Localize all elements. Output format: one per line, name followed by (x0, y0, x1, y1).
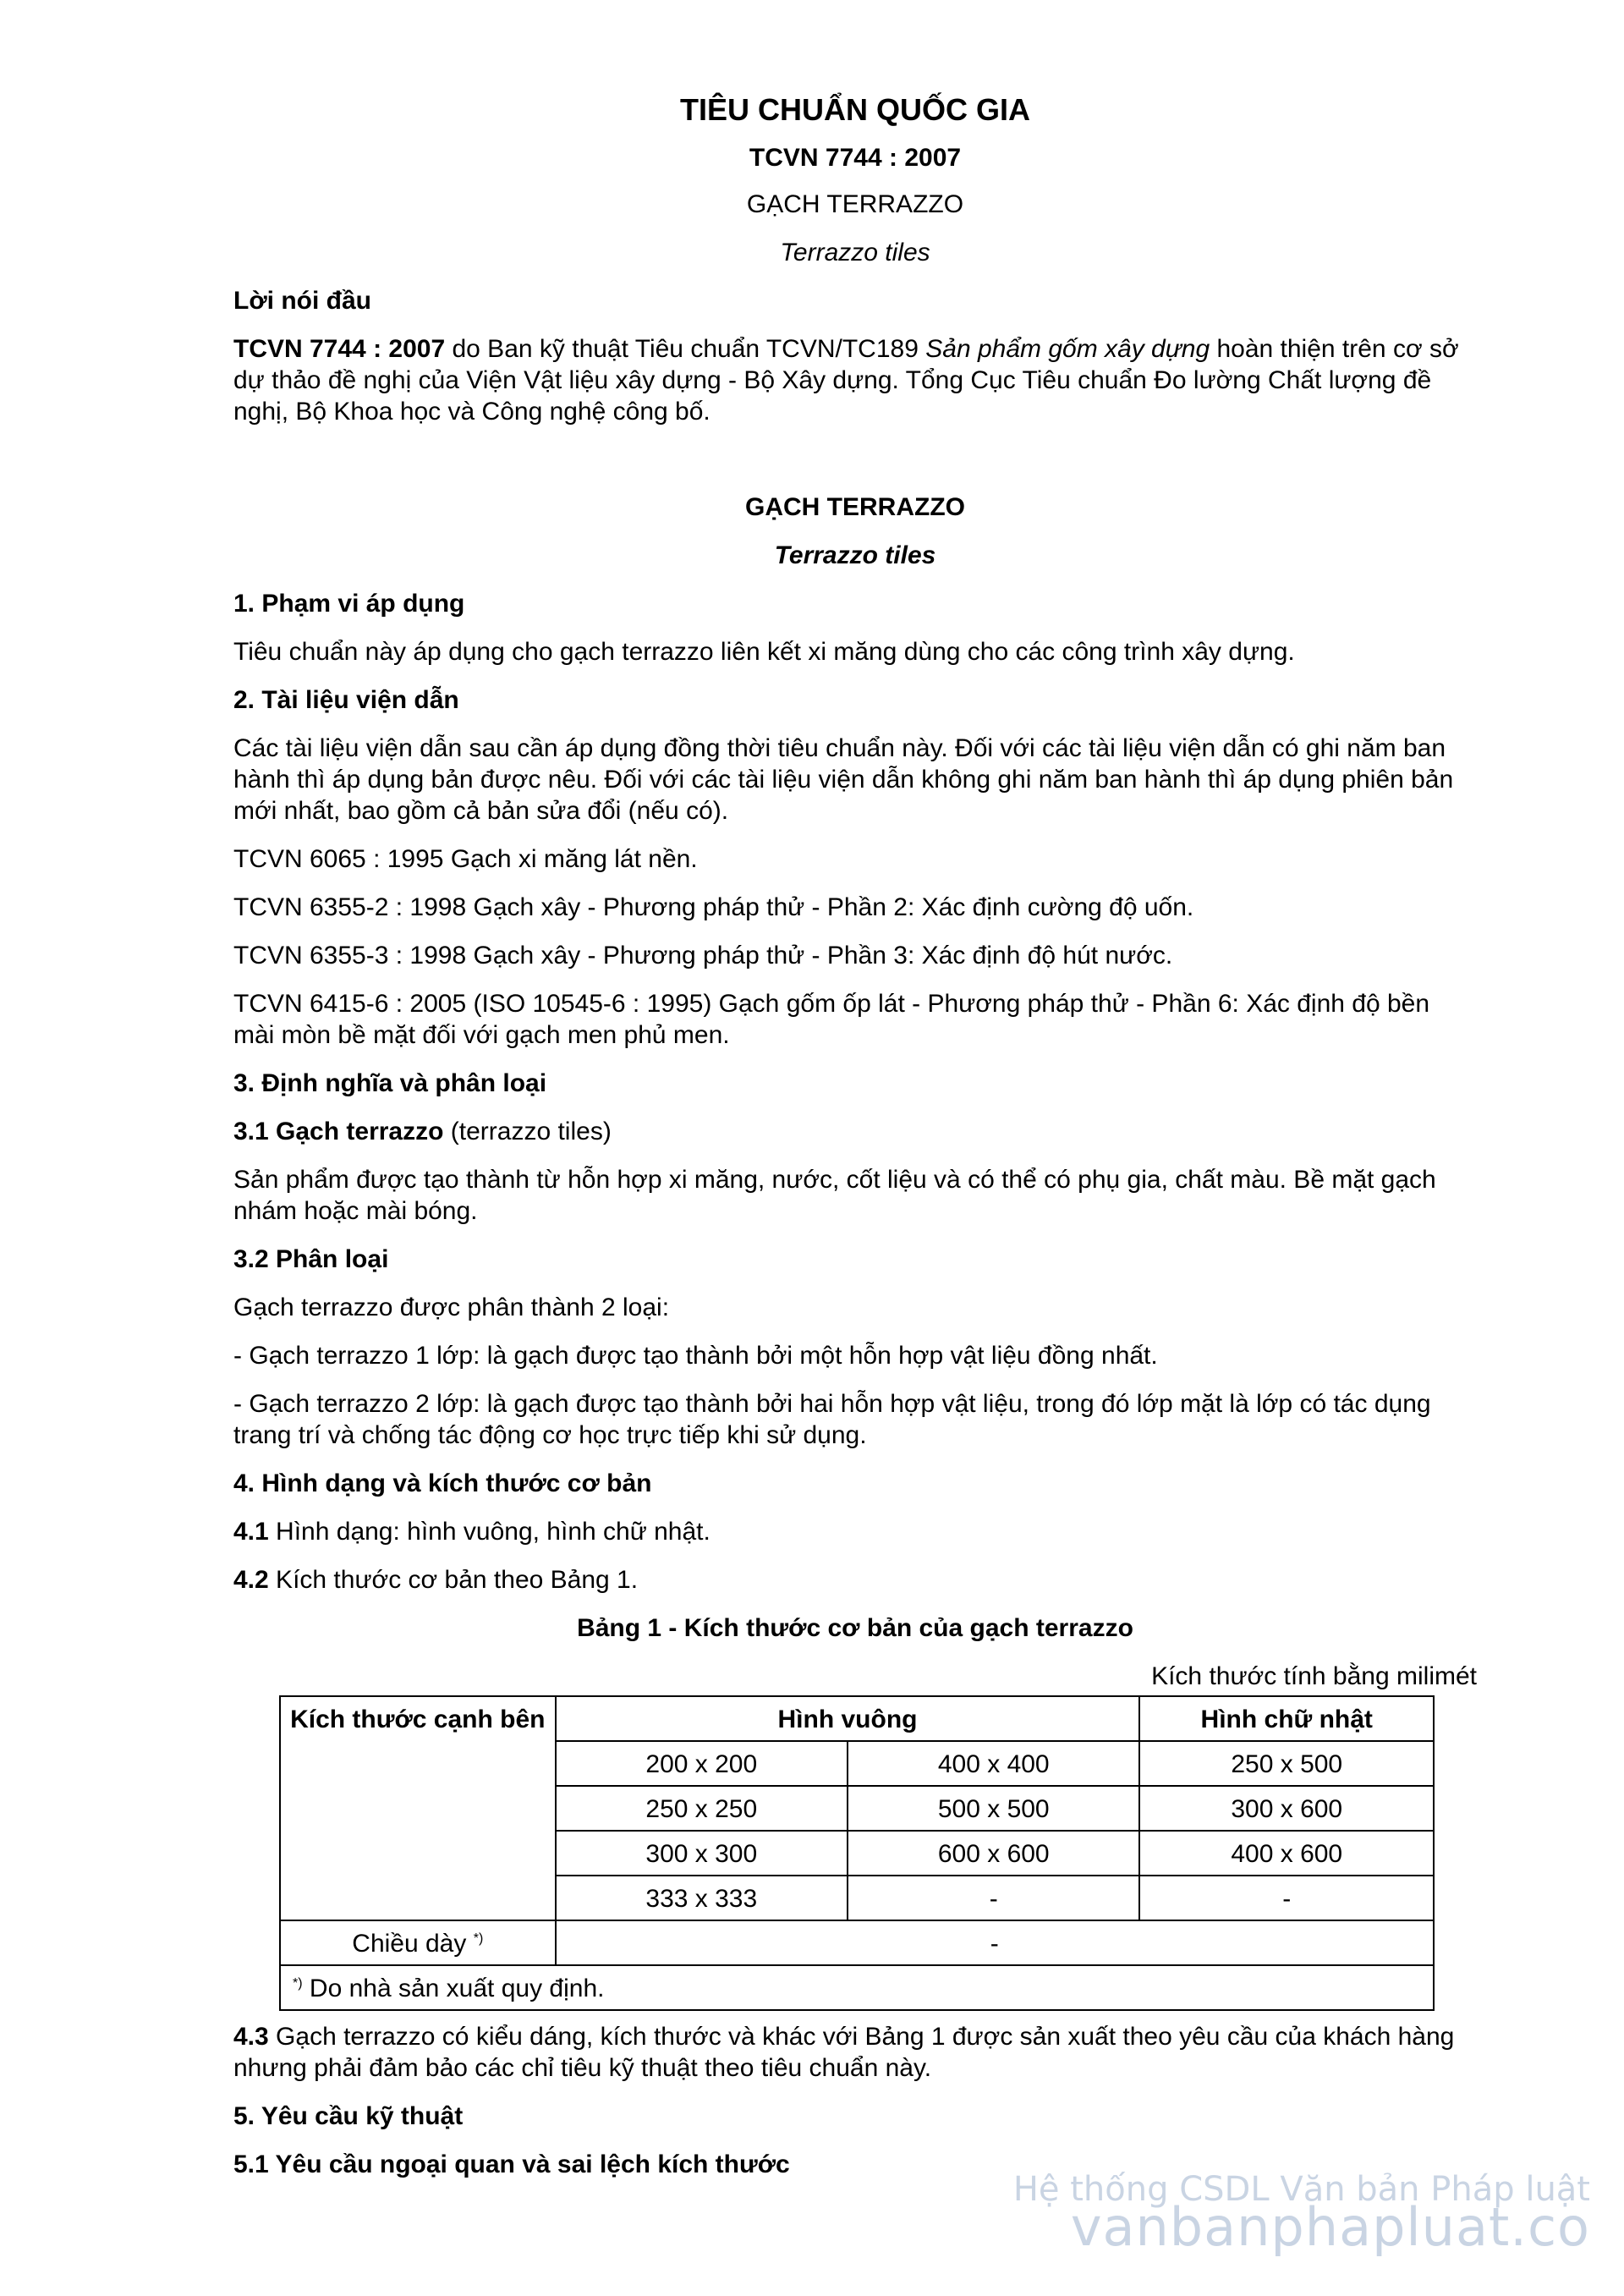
thickness-row (280, 1920, 1434, 1965)
table-cell: 300 x 300 (556, 1831, 848, 1876)
reference-item: TCVN 6065 : 1995 Gạch xi măng lát nền. (233, 845, 698, 873)
section-4-1-number: 4.1 (233, 1518, 269, 1546)
section-4-heading: 4. Hình dạng và kích thước cơ bản (233, 1469, 652, 1497)
table-header-row (280, 1696, 1434, 1741)
reference-item: TCVN 6355-3 : 1998 Gạch xây - Phương pháp thử - Phần 3: Xác định độ hút nước. (233, 942, 1173, 969)
reference-item: TCVN 6355-2 : 1998 Gạch xây - Phương pháp thử - Phần 2: Xác định cường độ uốn. (233, 893, 1194, 921)
column-header-side: Kích thước cạnh bên (280, 1696, 556, 1920)
thickness-value: - (556, 1920, 1434, 1965)
foreword-committee: Sản phẩm gốm xây dựng (925, 335, 1210, 363)
thickness-label-cell (280, 1920, 556, 1965)
section-4-2-text: Kích thước cơ bản theo Bảng 1. (268, 1566, 639, 1594)
section-3-1-heading (233, 1116, 1477, 1147)
table-cell: - (848, 1876, 1139, 1920)
section-4-1 (233, 1516, 1477, 1547)
section-5-heading: 5. Yêu cầu kỹ thuật (233, 2102, 464, 2130)
table-note (280, 1965, 1434, 2010)
section-3-1-text: Sản phẩm được tạo thành từ hỗn hợp xi măng, nước, cốt liệu và có thể có phụ gia, chất màu. Bề mặt gạch nhám hoặc mài bóng. (233, 1166, 1436, 1225)
dimensions-table (279, 1695, 1435, 2011)
table-cell: 500 x 500 (848, 1786, 1139, 1831)
section-4-1-text: Hình dạng: hình vuông, hình chữ nhật. (268, 1518, 710, 1546)
table-cell: - (1139, 1876, 1434, 1920)
table-cell: 400 x 400 (848, 1741, 1139, 1786)
section-spacer (233, 444, 1477, 492)
table-cell: 250 x 250 (556, 1786, 848, 1831)
column-header-square: Hình vuông (556, 1696, 1140, 1741)
classification-item: - Gạch terrazzo 2 lớp: là gạch được tạo thành bởi hai hỗn hợp vật liệu, trong đó lớp mặt là lớp có tác dụng trang trí và chống tác động cơ học trực tiếp khi sử dụng. (233, 1390, 1431, 1449)
table-cell: 300 x 600 (1139, 1786, 1434, 1831)
table-cell: 600 x 600 (848, 1831, 1139, 1876)
foreword-text-2: hoàn thiện trên cơ sở dự thảo đề nghị của Viện Vật liệu xây dựng - Bộ Xây dựng. Tổng Cục Tiêu chuẩn Đo lường Chất lượng đề nghị, Bộ Khoa học và Công nghệ công bố. (233, 335, 1459, 426)
note-row (280, 1965, 1434, 2010)
section-3-2-intro: Gạch terrazzo được phân thành 2 loại: (233, 1294, 670, 1321)
section-4-2 (233, 1564, 1477, 1596)
table-cell: 250 x 500 (1139, 1741, 1434, 1786)
watermark-caption: Hệ thống CSDL Văn bản Pháp luật (1012, 2170, 1590, 2209)
watermark-site: vanbanphapluat.co (1070, 2196, 1590, 2258)
section-4-3 (233, 2021, 1477, 2084)
column-header-rect: Hình chữ nhật (1139, 1696, 1434, 1741)
foreword-heading: Lời nói đầu (233, 287, 371, 315)
footnote-mark: *) (473, 1931, 484, 1946)
table-cell: 400 x 600 (1139, 1831, 1434, 1876)
foreword-code: TCVN 7744 : 2007 (233, 335, 446, 363)
section-3-1-label: 3.1 Gạch terrazzo (233, 1118, 444, 1145)
standard-name-en: Terrazzo tiles (780, 239, 930, 266)
table-title: Bảng 1 - Kích thước cơ bản của gạch terrazzo (577, 1614, 1133, 1642)
doc-title-en: Terrazzo tiles (774, 541, 936, 569)
standard-title: TIÊU CHUẨN QUỐC GIA (680, 92, 1030, 127)
table-cell: 200 x 200 (556, 1741, 848, 1786)
classification-item: - Gạch terrazzo 1 lớp: là gạch được tạo thành bởi một hỗn hợp vật liệu đồng nhất. (233, 1342, 1158, 1370)
document-page (233, 91, 1477, 2197)
section-4-3-number: 4.3 (233, 2023, 269, 2051)
section-3-1-term-en: (terrazzo tiles) (443, 1118, 612, 1145)
doc-title: GẠCH TERRAZZO (745, 493, 965, 521)
table-cell: 333 x 333 (556, 1876, 848, 1920)
table-note-text: Do nhà sản xuất quy định. (302, 1975, 605, 2002)
standard-code: TCVN 7744 : 2007 (749, 144, 962, 172)
table-unit-note: Kích thước tính bằng milimét (1151, 1662, 1477, 1690)
section-4-2-number: 4.2 (233, 1566, 269, 1594)
section-4-3-text: Gạch terrazzo có kiểu dáng, kích thước và khác với Bảng 1 được sản xuất theo yêu cầu của khách hàng nhưng phải đảm bảo các chỉ tiêu kỹ thuật theo tiêu chuẩn này. (233, 2023, 1455, 2082)
thickness-label: Chiều dày (352, 1930, 474, 1958)
section-1-text: Tiêu chuẩn này áp dụng cho gạch terrazzo liên kết xi măng dùng cho các công trình xây dựng. (233, 638, 1295, 666)
section-1-heading: 1. Phạm vi áp dụng (233, 590, 465, 618)
section-3-heading: 3. Định nghĩa và phân loại (233, 1069, 547, 1097)
section-2-intro: Các tài liệu viện dẫn sau cần áp dụng đồng thời tiêu chuẩn này. Đối với các tài liệu viện dẫn có ghi năm ban hành thì áp dụng bản được nêu. Đối với các tài liệu viện dẫn không ghi năm ban hành thì áp dụng phiên bản mới nhất, bao gồm cả bản sửa đổi (nếu có). (233, 734, 1454, 825)
foreword-paragraph (233, 333, 1477, 427)
footnote-mark: *) (293, 1976, 303, 1991)
section-3-2-heading: 3.2 Phân loại (233, 1245, 389, 1273)
section-5-1-heading: 5.1 Yêu cầu ngoại quan và sai lệch kích thước (233, 2150, 790, 2178)
section-2-heading: 2. Tài liệu viện dẫn (233, 686, 459, 714)
standard-name: GẠCH TERRAZZO (746, 190, 964, 218)
reference-item: TCVN 6415-6 : 2005 (ISO 10545-6 : 1995) Gạch gốm ốp lát - Phương pháp thử - Phần 6: Xác định độ bền mài mòn bề mặt đối với gạch men phủ men. (233, 990, 1430, 1049)
foreword-text-1: do Ban kỹ thuật Tiêu chuẩn TCVN/TC189 (445, 335, 926, 363)
